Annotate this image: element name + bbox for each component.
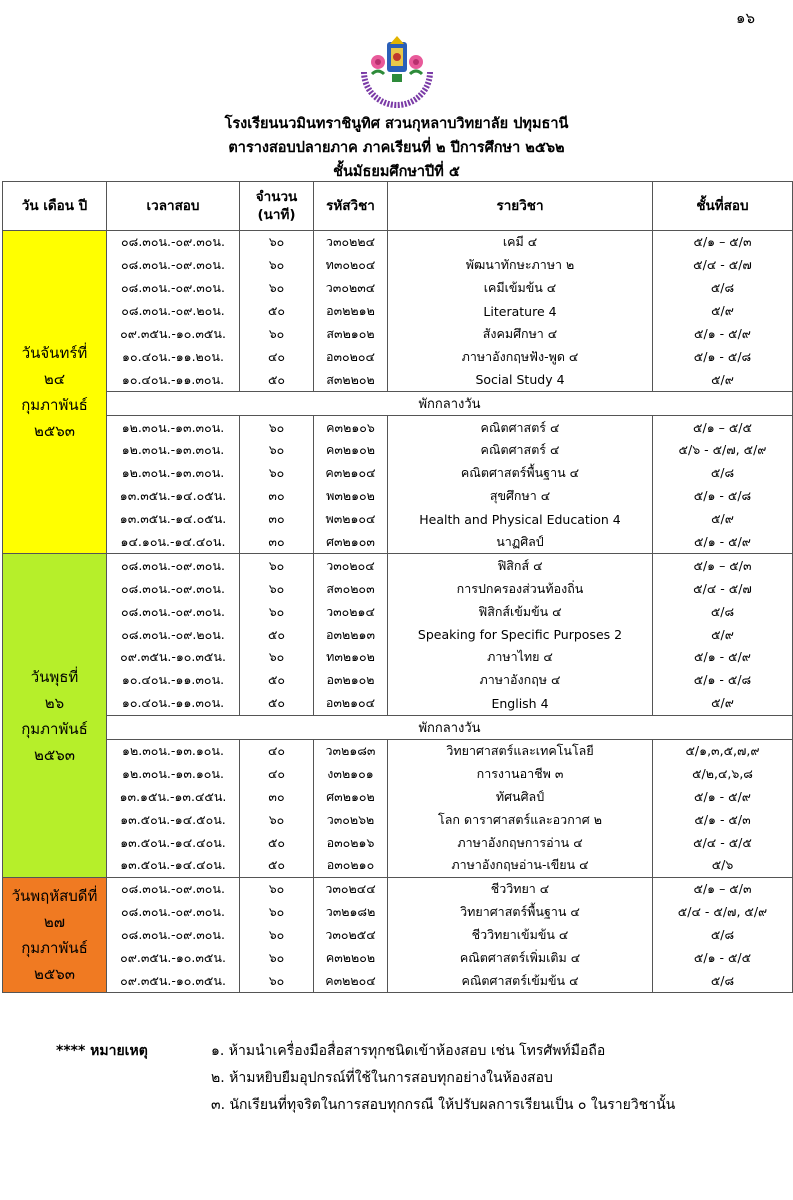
notes-label: **** หมายเหตุ [56, 1043, 148, 1059]
table-row [3, 416, 793, 439]
subject-code: ว๓๐๒๒๔ [314, 231, 388, 254]
note-item-3: ๓. นักเรียนที่ทุจริตในการสอบทุกกรณี ให้ปรับผลการเรียนเป็น ๐ ในรายวิชานั้น [211, 1097, 676, 1113]
exam-duration: ๓๐ [240, 785, 314, 808]
exam-grade: ๕/๑ - ๕/๕ [653, 947, 793, 970]
exam-time: ๐๙.๓๕น.-๑๐.๓๕น. [107, 970, 240, 993]
exam-grade: ๕/๑ - ๕/๙ [653, 323, 793, 346]
exam-time: ๐๘.๓๐น.-๐๙.๓๐น. [107, 231, 240, 254]
exam-duration: ๕๐ [240, 300, 314, 323]
table-row [3, 323, 793, 346]
page-number: ๑๖ [735, 9, 755, 27]
subject-name: การปกครองส่วนท้องถิ่น [388, 577, 653, 600]
subject-code: อ๓๒๑๐๔ [314, 692, 388, 715]
subject-name: English 4 [388, 692, 653, 715]
subject-name: สังคมศึกษา ๔ [388, 323, 653, 346]
subject-name: วิทยาศาสตร์และเทคโนโลยี [388, 739, 653, 762]
exam-time: ๑๓.๕๐น.-๑๔.๕๐น. [107, 808, 240, 831]
exam-date-line: กุมภาพันธ์ [21, 939, 88, 958]
exam-date-line: ๒๔ [43, 370, 66, 389]
exam-grade: ๕/๙ [653, 692, 793, 715]
school-name: โรงเรียนนวมินทราชินูทิศ สวนกุหลาบวิทยาลัย ปทุมธานี [224, 116, 569, 132]
exam-time: ๑๔.๑๐น.-๑๔.๔๐น. [107, 531, 240, 554]
lunch-break-label: พักกลางวัน [107, 715, 793, 739]
exam-duration: ๕๐ [240, 623, 314, 646]
exam-time: ๑๒.๓๐น.-๑๓.๓๐น. [107, 416, 240, 439]
subject-name: ทัศนศิลป์ [388, 785, 653, 808]
table-row [3, 808, 793, 831]
table-row [3, 300, 793, 323]
exam-duration: ๕๐ [240, 854, 314, 877]
exam-time: ๑๓.๑๕น.-๑๓.๔๕น. [107, 785, 240, 808]
exam-duration: ๔๐ [240, 345, 314, 368]
table-row [3, 577, 793, 600]
subject-name: Social Study 4 [388, 368, 653, 391]
table-row [3, 254, 793, 277]
exam-date-line: วันพุธที่ [30, 667, 79, 686]
lunch-break-label: พักกลางวัน [107, 392, 793, 416]
exam-date-line: ๒๗ [43, 913, 66, 932]
table-row [3, 854, 793, 877]
exam-duration: ๔๐ [240, 739, 314, 762]
subject-name: ภาษาอังกฤษการอ่าน ๔ [388, 831, 653, 854]
exam-grade: ๕/๑ – ๕/๓ [653, 877, 793, 900]
subject-name: ชีววิทยาเข้มข้น ๔ [388, 924, 653, 947]
subject-code: ศ๓๒๑๐๓ [314, 531, 388, 554]
exam-time: ๐๘.๓๐น.-๐๙.๓๐น. [107, 901, 240, 924]
header-row [3, 182, 793, 231]
subject-name: ฟิสิกส์ ๔ [388, 554, 653, 577]
grade-level: ชั้นมัธยมศึกษาปีที่ ๕ [333, 164, 460, 180]
exam-date-line: กุมภาพันธ์ [21, 719, 88, 738]
school-logo-icon [354, 32, 440, 118]
exam-grade: ๕/๘ [653, 924, 793, 947]
exam-time: ๑๐.๔๐น.-๑๑.๒๐น. [107, 345, 240, 368]
subject-name: ภาษาอังกฤษฟัง-พูด ๔ [388, 345, 653, 368]
table-row [3, 739, 793, 762]
exam-time: ๐๘.๓๐น.-๐๙.๓๐น. [107, 600, 240, 623]
exam-time: ๑๐.๔๐น.-๑๑.๓๐น. [107, 692, 240, 715]
subject-code: ว๓๐๒๔๔ [314, 877, 388, 900]
subject-code: ว๓๐๒๐๔ [314, 554, 388, 577]
table-row [3, 462, 793, 485]
subject-name: Literature 4 [388, 300, 653, 323]
exam-date-line: วันพฤหัสบดีที่ [11, 887, 98, 906]
subject-name: Health and Physical Education 4 [388, 508, 653, 531]
col-duration-l1: จำนวน [255, 189, 298, 205]
exam-duration: ๕๐ [240, 831, 314, 854]
exam-duration: ๕๐ [240, 692, 314, 715]
table-row [3, 646, 793, 669]
subject-name: คณิตศาสตร์เพิ่มเติม ๔ [388, 947, 653, 970]
exam-grade: ๕/๑ - ๕/๙ [653, 531, 793, 554]
table-row [3, 762, 793, 785]
table-row [3, 231, 793, 254]
table-row [3, 924, 793, 947]
subject-code: ว๓๐๒๕๔ [314, 924, 388, 947]
subject-name: Speaking for Specific Purposes 2 [388, 623, 653, 646]
exam-duration: ๓๐ [240, 485, 314, 508]
exam-time: ๐๘.๓๐น.-๐๙.๒๐น. [107, 623, 240, 646]
subject-code: อ๓๒๒๑๒ [314, 300, 388, 323]
exam-time: ๑๒.๓๐น.-๑๓.๓๐น. [107, 439, 240, 462]
col-date: วัน เดือน ปี [3, 182, 107, 231]
exam-date-line: ๒๕๖๓ [33, 745, 75, 764]
exam-time: ๐๘.๓๐น.-๐๙.๓๐น. [107, 924, 240, 947]
subject-name: พัฒนาทักษะภาษา ๒ [388, 254, 653, 277]
exam-grade: ๕/๘ [653, 970, 793, 993]
col-duration-l2: (นาที) [257, 207, 296, 223]
exam-duration: ๖๐ [240, 600, 314, 623]
exam-duration: ๖๐ [240, 254, 314, 277]
exam-time: ๑๓.๕๐น.-๑๔.๔๐น. [107, 854, 240, 877]
subject-code: อ๓๒๒๑๓ [314, 623, 388, 646]
subject-code: ส๓๒๑๐๒ [314, 323, 388, 346]
exam-duration: ๕๐ [240, 368, 314, 391]
subject-code: ว๓๐๒๓๔ [314, 277, 388, 300]
subject-code: ว๓๐๒๖๒ [314, 808, 388, 831]
subject-name: ภาษาไทย ๔ [388, 646, 653, 669]
table-row [3, 831, 793, 854]
subject-name: ภาษาอังกฤษ ๔ [388, 669, 653, 692]
exam-date-cell [3, 231, 107, 554]
subject-code: พ๓๒๑๐๔ [314, 508, 388, 531]
subject-code: อ๓๐๒๐๔ [314, 345, 388, 368]
exam-time: ๐๘.๓๐น.-๐๙.๓๐น. [107, 554, 240, 577]
col-time: เวลาสอบ [107, 182, 240, 231]
subject-name: คณิตศาสตร์ ๔ [388, 416, 653, 439]
subject-code: ว๓๒๑๘๓ [314, 739, 388, 762]
exam-time: ๐๘.๓๐น.-๐๙.๓๐น. [107, 277, 240, 300]
exam-grade: ๕/๑ - ๕/๘ [653, 485, 793, 508]
table-row [3, 901, 793, 924]
exam-grade: ๕/๙ [653, 368, 793, 391]
exam-duration: ๖๐ [240, 416, 314, 439]
exam-grade: ๕/๔ - ๕/๗ [653, 254, 793, 277]
exam-time: ๐๘.๓๐น.-๐๙.๓๐น. [107, 577, 240, 600]
subject-code: ว๓๒๑๘๒ [314, 901, 388, 924]
exam-grade: ๕/๑ - ๕/๘ [653, 669, 793, 692]
exam-grade: ๕/๑ - ๕/๙ [653, 646, 793, 669]
table-row [3, 623, 793, 646]
lunch-break-row [3, 715, 793, 739]
subject-name: โลก ดาราศาสตร์และอวกาศ ๒ [388, 808, 653, 831]
table-row [3, 368, 793, 391]
exam-date-line: ๒๕๖๓ [33, 965, 75, 984]
table-row [3, 877, 793, 900]
exam-schedule-table [2, 181, 793, 993]
table-row [3, 439, 793, 462]
exam-time: ๐๘.๓๐น.-๐๙.๓๐น. [107, 877, 240, 900]
exam-duration: ๖๐ [240, 231, 314, 254]
subject-name: คณิตศาสตร์เข้มข้น ๔ [388, 970, 653, 993]
subject-code: ศ๓๒๑๐๒ [314, 785, 388, 808]
subject-code: ค๓๒๑๐๖ [314, 416, 388, 439]
subject-code: ค๓๒๒๐๔ [314, 970, 388, 993]
exam-time: ๑๐.๔๐น.-๑๑.๓๐น. [107, 669, 240, 692]
exam-duration: ๓๐ [240, 508, 314, 531]
table-row [3, 669, 793, 692]
lunch-break-row [3, 392, 793, 416]
exam-grade: ๕/๖ [653, 854, 793, 877]
exam-duration: ๖๐ [240, 970, 314, 993]
subject-code: อ๓๐๒๑๖ [314, 831, 388, 854]
col-subject: รายวิชา [388, 182, 653, 231]
exam-time: ๐๙.๓๕น.-๑๐.๓๕น. [107, 323, 240, 346]
exam-time: ๑๓.๓๕น.-๑๔.๐๕น. [107, 485, 240, 508]
exam-time: ๐๙.๓๕น.-๑๐.๓๕น. [107, 947, 240, 970]
subject-code: พ๓๒๑๐๒ [314, 485, 388, 508]
subject-name: เคมีเข้มข้น ๔ [388, 277, 653, 300]
subject-code: ค๓๒๒๐๒ [314, 947, 388, 970]
subject-name: วิทยาศาสตร์พื้นฐาน ๔ [388, 901, 653, 924]
exam-grade: ๕/๑ - ๕/๓ [653, 808, 793, 831]
schedule-title: ตารางสอบปลายภาค ภาคเรียนที่ ๒ ปีการศึกษา ๒๕๖๒ [228, 140, 565, 156]
subject-code: ว๓๐๒๑๔ [314, 600, 388, 623]
subject-code: อ๓๐๒๑๐ [314, 854, 388, 877]
exam-date-line: กุมภาพันธ์ [21, 396, 88, 415]
subject-name: ภาษาอังกฤษอ่าน-เขียน ๔ [388, 854, 653, 877]
subject-name: เคมี ๔ [388, 231, 653, 254]
exam-grade: ๕/๔ - ๕/๕ [653, 831, 793, 854]
subject-code: ท๓๐๒๐๔ [314, 254, 388, 277]
exam-duration: ๔๐ [240, 762, 314, 785]
col-grade: ชั้นที่สอบ [653, 182, 793, 231]
exam-grade: ๕/๘ [653, 277, 793, 300]
exam-grade: ๕/๑ – ๕/๓ [653, 554, 793, 577]
subject-name: ฟิสิกส์เข้มข้น ๔ [388, 600, 653, 623]
exam-grade: ๕/๙ [653, 508, 793, 531]
exam-date-line: ๒๖ [44, 693, 65, 712]
subject-code: อ๓๒๑๐๒ [314, 669, 388, 692]
exam-duration: ๖๐ [240, 277, 314, 300]
col-duration [240, 182, 314, 231]
exam-time: ๑๒.๓๐น.-๑๓.๑๐น. [107, 739, 240, 762]
exam-duration: ๖๐ [240, 947, 314, 970]
exam-duration: ๖๐ [240, 646, 314, 669]
exam-duration: ๖๐ [240, 554, 314, 577]
exam-grade: ๕/๘ [653, 462, 793, 485]
exam-time: ๑๒.๓๐น.-๑๓.๑๐น. [107, 762, 240, 785]
subject-code: ค๓๒๑๐๔ [314, 462, 388, 485]
subject-name: คณิตศาสตร์พื้นฐาน ๔ [388, 462, 653, 485]
exam-grade: ๕/๑ - ๕/๘ [653, 345, 793, 368]
exam-date-cell [3, 554, 107, 877]
table-row [3, 785, 793, 808]
exam-grade: ๕/๙ [653, 623, 793, 646]
exam-duration: ๖๐ [240, 924, 314, 947]
exam-time: ๐๘.๓๐น.-๐๙.๒๐น. [107, 300, 240, 323]
subject-name: คณิตศาสตร์ ๔ [388, 439, 653, 462]
table-row [3, 554, 793, 577]
subject-name: สุขศึกษา ๔ [388, 485, 653, 508]
table-row [3, 970, 793, 993]
exam-duration: ๖๐ [240, 901, 314, 924]
exam-grade: ๕/๙ [653, 300, 793, 323]
subject-code: ง๓๒๑๐๑ [314, 762, 388, 785]
col-code: รหัสวิชา [314, 182, 388, 231]
exam-grade: ๕/๑ – ๕/๓ [653, 231, 793, 254]
exam-grade: ๕/๒,๔,๖,๘ [653, 762, 793, 785]
exam-duration: ๖๐ [240, 439, 314, 462]
exam-time: ๑๒.๓๐น.-๑๓.๓๐น. [107, 462, 240, 485]
exam-grade: ๕/๑,๓,๕,๗,๙ [653, 739, 793, 762]
exam-time: ๑๓.๕๐น.-๑๔.๔๐น. [107, 831, 240, 854]
table-row [3, 531, 793, 554]
exam-time: ๑๐.๔๐น.-๑๑.๓๐น. [107, 368, 240, 391]
subject-name: นาฏศิลป์ [388, 531, 653, 554]
table-row [3, 508, 793, 531]
exam-grade: ๕/๔ - ๕/๗ [653, 577, 793, 600]
subject-code: ส๓๒๒๐๒ [314, 368, 388, 391]
exam-duration: ๕๐ [240, 669, 314, 692]
exam-date-line: วันจันทร์ที่ [21, 344, 88, 363]
exam-time: ๑๓.๓๕น.-๑๔.๐๕น. [107, 508, 240, 531]
schedule-body [3, 231, 793, 993]
table-row [3, 277, 793, 300]
table-row [3, 692, 793, 715]
note-item-1: ๑. ห้ามนำเครื่องมือสื่อสารทุกชนิดเข้าห้องสอบ เช่น โทรศัพท์มือถือ [211, 1043, 606, 1059]
exam-duration: ๖๐ [240, 577, 314, 600]
subject-name: การงานอาชีพ ๓ [388, 762, 653, 785]
exam-duration: ๖๐ [240, 323, 314, 346]
subject-code: ค๓๒๑๐๒ [314, 439, 388, 462]
exam-duration: ๓๐ [240, 531, 314, 554]
exam-duration: ๖๐ [240, 462, 314, 485]
exam-grade: ๕/๑ – ๕/๕ [653, 416, 793, 439]
subject-name: ชีววิทยา ๔ [388, 877, 653, 900]
exam-time: ๐๘.๓๐น.-๐๙.๓๐น. [107, 254, 240, 277]
exam-date-line: ๒๕๖๓ [33, 422, 75, 441]
exam-date-cell [3, 877, 107, 992]
exam-grade: ๕/๖ - ๕/๗, ๕/๙ [653, 439, 793, 462]
table-row [3, 600, 793, 623]
subject-code: ส๓๐๒๐๓ [314, 577, 388, 600]
exam-grade: ๕/๑ - ๕/๙ [653, 785, 793, 808]
table-row [3, 947, 793, 970]
subject-code: ท๓๒๑๐๒ [314, 646, 388, 669]
exam-grade: ๕/๘ [653, 600, 793, 623]
exam-grade: ๕/๔ - ๕/๗, ๕/๙ [653, 901, 793, 924]
exam-duration: ๖๐ [240, 877, 314, 900]
exam-time: ๐๙.๓๕น.-๑๐.๓๕น. [107, 646, 240, 669]
table-row [3, 345, 793, 368]
exam-duration: ๖๐ [240, 808, 314, 831]
table-row [3, 485, 793, 508]
note-item-2: ๒. ห้ามหยิบยืมอุปกรณ์ที่ใช้ในการสอบทุกอย่างในห้องสอบ [211, 1070, 553, 1086]
